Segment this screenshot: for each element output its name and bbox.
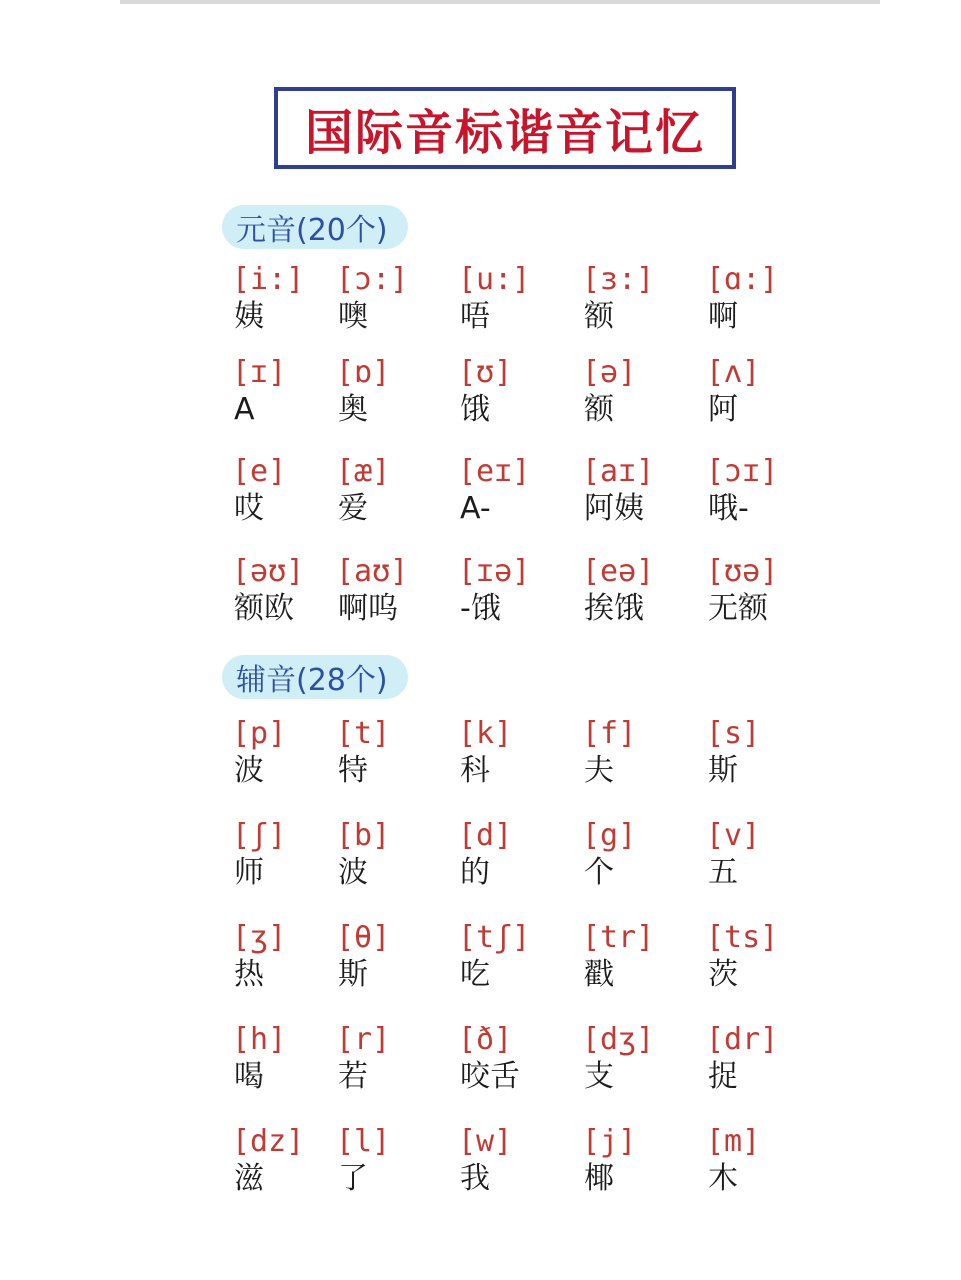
consonant-homophone: 科 <box>460 753 490 788</box>
vowel-homophone: 饿 <box>460 392 490 427</box>
vowel-ipa-symbol: [i:] <box>232 262 305 297</box>
vowel-cell <box>706 262 821 336</box>
title-box <box>274 87 736 169</box>
consonant-homophone: 热 <box>234 957 264 992</box>
vowel-homophone: 唔 <box>460 299 490 334</box>
vowel-cell <box>232 454 347 528</box>
consonant-ipa-symbol: [k] <box>458 716 513 751</box>
vowel-cell <box>582 454 697 528</box>
vowels-heading: 元音(20个) <box>236 213 388 248</box>
vowel-ipa-symbol: [ɒ] <box>336 355 391 390</box>
consonant-ipa-symbol: [dr] <box>706 1022 779 1057</box>
vowel-ipa-symbol: [ə] <box>582 355 637 390</box>
consonant-cell <box>336 716 451 790</box>
consonant-homophone: 的 <box>460 855 490 890</box>
consonant-ipa-symbol: [ʃ] <box>232 818 287 853</box>
consonant-cell <box>336 1124 451 1198</box>
consonant-cell <box>458 1022 573 1096</box>
vowel-homophone: A- <box>460 491 491 526</box>
consonant-cell <box>232 920 347 994</box>
consonant-cell <box>232 1124 347 1198</box>
consonant-homophone: 特 <box>338 753 368 788</box>
consonant-cell <box>706 1022 821 1096</box>
consonant-ipa-symbol: [d] <box>458 818 513 853</box>
consonant-ipa-symbol: [r] <box>336 1022 391 1057</box>
consonant-ipa-symbol: [b] <box>336 818 391 853</box>
vowel-cell <box>336 355 451 429</box>
consonant-homophone: 茨 <box>708 957 738 992</box>
vowel-ipa-symbol: [əʊ] <box>232 554 305 589</box>
consonant-cell <box>582 818 697 892</box>
vowel-cell <box>582 262 697 336</box>
consonant-cell <box>458 818 573 892</box>
vowel-ipa-symbol: [eə] <box>582 554 655 589</box>
vowel-homophone: 额 <box>584 392 614 427</box>
consonant-homophone: 波 <box>234 753 264 788</box>
consonant-homophone: 戳 <box>584 957 614 992</box>
consonant-ipa-symbol: [h] <box>232 1022 287 1057</box>
vowel-homophone: 奥 <box>338 392 368 427</box>
consonant-homophone: 支 <box>584 1059 614 1094</box>
vowel-ipa-symbol: [ɪə] <box>458 554 531 589</box>
top-divider <box>120 0 880 4</box>
vowel-cell <box>232 355 347 429</box>
consonant-homophone: 喝 <box>234 1059 264 1094</box>
consonant-homophone: 咬舌 <box>460 1059 520 1094</box>
vowel-cell <box>582 355 697 429</box>
consonant-homophone: 个 <box>584 855 614 890</box>
vowel-homophone: 姨 <box>234 299 264 334</box>
consonant-cell <box>582 1124 697 1198</box>
consonant-ipa-symbol: [j] <box>582 1124 637 1159</box>
consonant-cell <box>336 1022 451 1096</box>
vowel-ipa-symbol: [ʌ] <box>706 355 761 390</box>
vowel-ipa-symbol: [aʊ] <box>336 554 409 589</box>
vowel-ipa-symbol: [ɔ:] <box>336 262 409 297</box>
vowel-homophone: 阿姨 <box>584 491 644 526</box>
vowel-homophone: 哎 <box>234 491 264 526</box>
consonant-ipa-symbol: [θ] <box>336 920 391 955</box>
consonant-cell <box>232 818 347 892</box>
vowel-homophone: 哦- <box>708 491 749 526</box>
consonant-cell <box>232 1022 347 1096</box>
vowel-cell <box>232 554 347 628</box>
vowel-ipa-symbol: [eɪ] <box>458 454 531 489</box>
vowel-homophone: 挨饿 <box>584 591 644 626</box>
consonant-homophone: 椰 <box>584 1161 614 1196</box>
vowel-homophone: 阿 <box>708 392 738 427</box>
consonant-cell <box>582 1022 697 1096</box>
vowel-cell <box>458 554 573 628</box>
consonant-ipa-symbol: [g] <box>582 818 637 853</box>
vowel-cell <box>458 454 573 528</box>
consonant-homophone: 吃 <box>460 957 490 992</box>
consonant-cell <box>458 920 573 994</box>
consonant-ipa-symbol: [m] <box>706 1124 761 1159</box>
consonant-homophone: 木 <box>708 1161 738 1196</box>
vowel-homophone: 啊 <box>708 299 738 334</box>
consonant-cell <box>336 920 451 994</box>
consonant-ipa-symbol: [w] <box>458 1124 513 1159</box>
consonant-homophone: 捉 <box>708 1059 738 1094</box>
consonant-ipa-symbol: [s] <box>706 716 761 751</box>
vowel-cell <box>232 262 347 336</box>
vowel-homophone: 额 <box>584 299 614 334</box>
vowel-ipa-symbol: [ɜ:] <box>582 262 655 297</box>
consonant-homophone: 滋 <box>234 1161 264 1196</box>
consonant-ipa-symbol: [dz] <box>232 1124 305 1159</box>
vowel-homophone: 无额 <box>708 591 768 626</box>
vowel-homophone: A <box>234 392 255 427</box>
consonant-cell <box>232 716 347 790</box>
consonant-homophone: 师 <box>234 855 264 890</box>
vowel-cell <box>706 355 821 429</box>
consonant-cell <box>706 920 821 994</box>
vowel-cell <box>458 262 573 336</box>
vowels-heading-pill <box>222 205 408 249</box>
consonant-homophone: 夫 <box>584 753 614 788</box>
consonant-ipa-symbol: [t] <box>336 716 391 751</box>
consonant-ipa-symbol: [p] <box>232 716 287 751</box>
vowel-cell <box>706 554 821 628</box>
consonant-cell <box>706 716 821 790</box>
consonant-cell <box>706 1124 821 1198</box>
consonant-cell <box>458 716 573 790</box>
vowel-ipa-symbol: [ʊ] <box>458 355 513 390</box>
consonant-cell <box>458 1124 573 1198</box>
consonant-ipa-symbol: [dʒ] <box>582 1022 655 1057</box>
vowel-homophone: 爱 <box>338 491 368 526</box>
consonant-ipa-symbol: [f] <box>582 716 637 751</box>
consonant-homophone: 我 <box>460 1161 490 1196</box>
consonant-ipa-symbol: [tr] <box>582 920 655 955</box>
vowel-ipa-symbol: [ʊə] <box>706 554 779 589</box>
vowel-cell <box>336 262 451 336</box>
consonant-cell <box>582 920 697 994</box>
vowel-cell <box>582 554 697 628</box>
consonant-ipa-symbol: [ʒ] <box>232 920 287 955</box>
consonant-ipa-symbol: [v] <box>706 818 761 853</box>
vowel-ipa-symbol: [ɔɪ] <box>706 454 779 489</box>
consonant-ipa-symbol: [l] <box>336 1124 391 1159</box>
consonant-cell <box>706 818 821 892</box>
consonant-homophone: 斯 <box>708 753 738 788</box>
consonant-homophone: 斯 <box>338 957 368 992</box>
vowel-cell <box>458 355 573 429</box>
vowel-homophone: 噢 <box>338 299 368 334</box>
vowel-ipa-symbol: [e] <box>232 454 287 489</box>
consonant-homophone: 若 <box>338 1059 368 1094</box>
vowel-ipa-symbol: [æ] <box>336 454 391 489</box>
consonant-homophone: 波 <box>338 855 368 890</box>
consonant-cell <box>582 716 697 790</box>
vowel-cell <box>336 454 451 528</box>
consonant-ipa-symbol: [ts] <box>706 920 779 955</box>
page-title: 国际音标谐音记忆 <box>304 104 705 161</box>
consonant-homophone: 五 <box>708 855 738 890</box>
vowel-homophone: 额欧 <box>234 591 294 626</box>
consonants-heading-pill <box>222 655 408 699</box>
vowel-homophone: 啊呜 <box>338 591 398 626</box>
consonant-ipa-symbol: [ð] <box>458 1022 513 1057</box>
consonant-ipa-symbol: [tʃ] <box>458 920 531 955</box>
consonant-homophone: 了 <box>338 1161 368 1196</box>
vowel-cell <box>706 454 821 528</box>
vowel-ipa-symbol: [ɑ:] <box>706 262 779 297</box>
vowel-homophone: -饿 <box>460 591 501 626</box>
vowel-ipa-symbol: [ɪ] <box>232 355 287 390</box>
vowel-ipa-symbol: [aɪ] <box>582 454 655 489</box>
consonant-cell <box>336 818 451 892</box>
vowel-cell <box>336 554 451 628</box>
consonants-heading: 辅音(28个) <box>236 663 388 698</box>
vowel-ipa-symbol: [u:] <box>458 262 531 297</box>
